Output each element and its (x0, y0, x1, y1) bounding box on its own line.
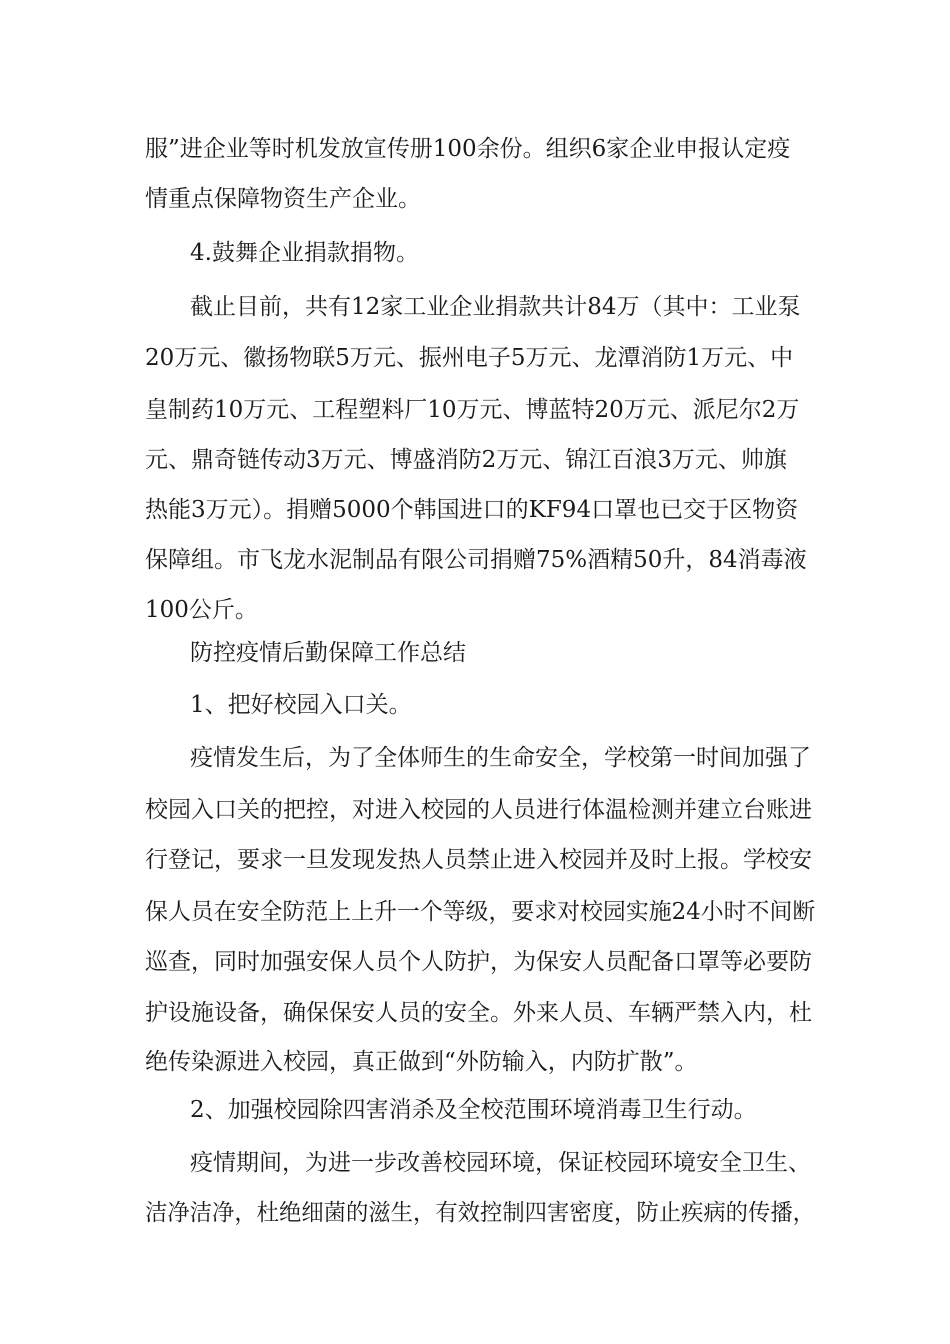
text-line: 2、加强校园除四害消杀及全校范围环境消毒卫生行动。 (190, 1097, 757, 1123)
text-line: 绝传染源进入校园，真正做到“外防输入，内防扩散”。 (145, 1049, 698, 1075)
text-line: 100公斤。 (145, 597, 258, 623)
section-heading: 防控疫情后勤保障工作总结 (190, 640, 466, 666)
text-line: 护设施设备，确保保安人员的安全。外来人员、车辆严禁入内，杜 (145, 1000, 812, 1026)
text-line: 疫情发生后，为了全体师生的生命安全，学校第一时间加强了 (190, 745, 811, 771)
text-line: 4.鼓舞企业捐款捐物。 (190, 240, 419, 266)
text-line: 保障组。市飞龙水泥制品有限公司捐赠75%酒精50升，84消毒液 (145, 547, 807, 573)
text-line: 巡查，同时加强安保人员个人防护，为保安人员配备口罩等必要防 (145, 949, 812, 975)
text-line: 服”进企业等时机发放宣传册100余份。组织6家企业申报认定疫 (145, 136, 791, 162)
text-line: 疫情期间，为进一步改善校园环境，保证校园环境安全卫生、 (190, 1150, 811, 1176)
text-line: 热能3万元）。捐赠5000个韩国进口的KF94口罩也已交于区物资 (145, 497, 799, 523)
text-line: 20万元、徽扬物联5万元、振州电子5万元、龙潭消防1万元、中 (145, 345, 794, 371)
text-line: 元、鼎奇链传动3万元、博盛消防2万元、锦江百浪3万元、帅旗 (145, 447, 787, 473)
text-line: 1、把好校园入口关。 (190, 692, 412, 718)
text-line: 洁净洁净，杜绝细菌的滋生，有效控制四害密度，防止疾病的传播， (145, 1200, 815, 1226)
text-line: 皇制药10万元、工程塑料厂10万元、博蓝特20万元、派尼尔2万 (145, 397, 800, 423)
text-line: 情重点保障物资生产企业。 (145, 186, 421, 212)
text-line: 截止目前，共有12家工业企业捐款共计84万（其中：工业泵 (190, 294, 801, 320)
text-line: 保人员在安全防范上上升一个等级，要求对校园实施24小时不间断 (145, 899, 816, 925)
text-line: 行登记，要求一旦发现发热人员禁止进入校园并及时上报。学校安 (145, 847, 812, 873)
text-line: 校园入口关的把控，对进入校园的人员进行体温检测并建立台账进 (145, 797, 812, 823)
